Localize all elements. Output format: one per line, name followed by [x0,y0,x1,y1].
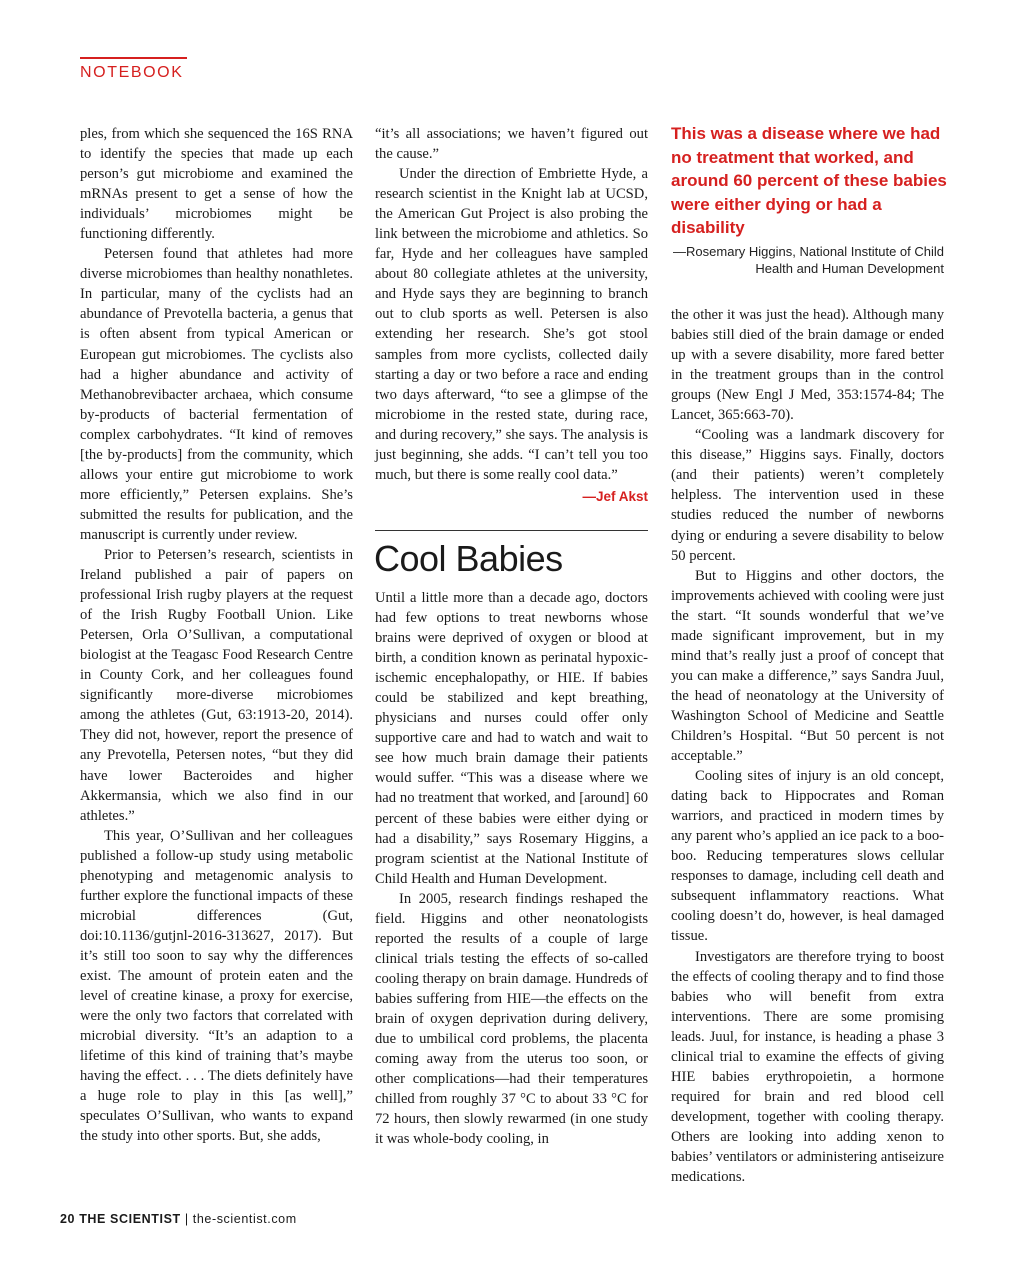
column-3 [671,305,944,1187]
footer-separator: | [184,1212,189,1226]
page-number: 20 [60,1212,76,1226]
paragraph: This year, O’Sullivan and her colleagues published a follow-up study using metabolic phenotyping and metagenomic analysis to further explore the functional impacts of these microbial differences (Gut, doi:10.1136/gutjnl-2016-313627, 2017). But it’s still too soon to say why the differences exist. The amount of protein eaten and the level of creatine kinase, a proxy for exercise, were the only two factors that correlated with microbial diversity. “It’s an adaption to a lifetime of this kind of training that’s maybe having the effect. . . . The diets definitely have a huge role to play in this [as well],” speculates O’Sullivan, who wants to expand the study into other sports. But, she adds, [80,827,353,1145]
paragraph: Investigators are therefore trying to boost the effects of cooling therapy and to find those babies who will benefit from extra interventions. There are some promising leads. Juul, for instance, is heading a phase 3 clinical trial to examine the effects of giving HIE babies erythropoietin, a hormone required for brain and red blood cell development, together with cooling therapy. Others are looking into adding xenon to babies’ ventilators or administering antiseizure medications. [671,948,944,1186]
paragraph: Prior to Petersen’s research, scientists in Ireland published a pair of papers on professional Irish rugby players at the request of the Irish Rugby Football Union. Like Petersen, Orla O’Sullivan, a computational biologist at the Teagasc Food Research Centre in County Cork, and her colleagues found significantly more-diverse microbiomes among the athletes (Gut, 63:1913-20, 2014). They did not, however, report the presence of any Prevotella, Petersen notes, “but they did have lower Bacteroides and higher Akkermansia, which we also find in our athletes.” [80,546,353,824]
pull-quote: This was a disease where we had no treatment that worked, and around 60 percent of these babies were either dying or had a disability [671,124,947,237]
page-footer [60,1212,297,1226]
magazine-name: THE SCIENTIST [79,1212,181,1226]
column-2-article [375,588,648,1149]
paragraph: Cooling sites of injury is an old concept, dating back to Hippocrates and Roman warriors, and practiced in modern times by any parent who’s applied an ice pack to a boo-boo. Reducing temperatures slows cellular responses to damage, including cell death and subsequent inflammatory reactions. What cooling doesn’t do, however, is heal damaged tissue. [671,768,944,945]
paragraph: Petersen found that athletes had more diverse microbiomes than healthy nonathletes. In particular, many of the cyclists had an abundance of Prevotella bacteria, a genus that is often absent from typical American or European gut microbiomes. The cyclists also had a higher abundance and activity of Methanobrevibacter archaea, which consume by-products of bacterial fermentation of complex carbohydrates. “It kind of removes [the by-products] from the community, which allows your entire gut microbiome to work more efficiently,” Petersen explains. She’s submitted the results for publication, and the manuscript is currently under review. [80,246,353,543]
section-label: NOTEBOOK [80,64,184,81]
article-divider [375,530,648,531]
paragraph: Until a little more than a decade ago, doctors had few options to treat newborns whose brains were deprived of oxygen or blood at birth, a condition known as perinatal hypoxic-ischemic encephalopathy, or HIE. If babies could be stabilized and kept breathing, physicians and nurses could offer only supportive care and had to watch and wait to see how much brain damage their patients would suffer. “This was a disease where we had no treatment that worked, and [around] 60 percent of these babies were either dying or had a disability,” says Rosemary Higgins, a program scientist at the National Institute of Child Health and Human Development. [375,590,648,887]
author-byline: —Jef Akst [582,488,648,504]
website-link[interactable]: the-scientist.com [192,1212,297,1226]
pull-quote-attribution: —Rosemary Higgins, National Institute of Child Health and Human Development [673,244,944,276]
paragraph: ples, from which she sequenced the 16S RNA to identify the species that made up each person’s gut microbiome and examined the mRNAs present to get a sense of how the individuals’ microbiomes might be functioning differently. [80,126,353,243]
article-headline: Cool Babies [374,538,563,579]
column-1 [80,124,353,1146]
column-2 [375,124,648,507]
paragraph: “Cooling was a landmark discovery for this disease,” Higgins says. Finally, doctors (and their patients) weren’t completely helpless. The intervention used in these studies reduced the number of newborns dying or enduring a severe disability to below 50 percent. [671,427,944,564]
paragraph: “it’s all associations; we haven’t figured out the cause.” [375,126,648,163]
paragraph: But to Higgins and other doctors, the improvements achieved with cooling were just the start. “It sounds wonderful that we’ve made significant improvement, but in my mind that’s really just a proof of concept that you can make a difference,” says Sandra Juul, the head of neonatology at the University of Washington School of Medicine and Seattle Children’s Hospital. “But 50 percent is not acceptable.” [671,567,944,765]
paragraph: the other it was just the head). Although many babies still died of the brain damage or ended up with a severe disability, more fared better in the treatment groups than in the control groups (New Engl J Med, 353:1574-84; The Lancet, 365:663-70). [671,307,944,424]
paragraph: In 2005, research findings reshaped the field. Higgins and other neonatologists reported the results of a couple of large clinical trials testing the effects of so-called cooling therapy on brain damage. Hundreds of babies suffering from HIE—the effects on the brain of oxygen deprivation during delivery, due to umbilical cord problems, the placenta coming away from the uterus too soon, or other complications—had their temperatures chilled from roughly 37 °C to about 33 °C for 72 hours, then slowly rewarmed (in one study it was whole-body cooling, in [375,890,648,1148]
header-rule [80,57,187,59]
paragraph: Under the direction of Embriette Hyde, a research scientist in the Knight lab at UCSD, the American Gut Project is also probing the link between the microbiome and athletics. So far, Hyde and her colleagues have sampled about 80 collegiate athletes at the university, and Hyde says they are beginning to branch out to club sports as well. Petersen is also extending her research. She’s got stool samples from more cyclists, collected daily starting a day or two before a race and ending two days afterward, “to see a glimpse of the microbiome in the rested state, during race, and during recovery,” she says. The analysis is just beginning, she adds. “I can’t tell you too much, but there is some really cool data.” [375,166,648,483]
